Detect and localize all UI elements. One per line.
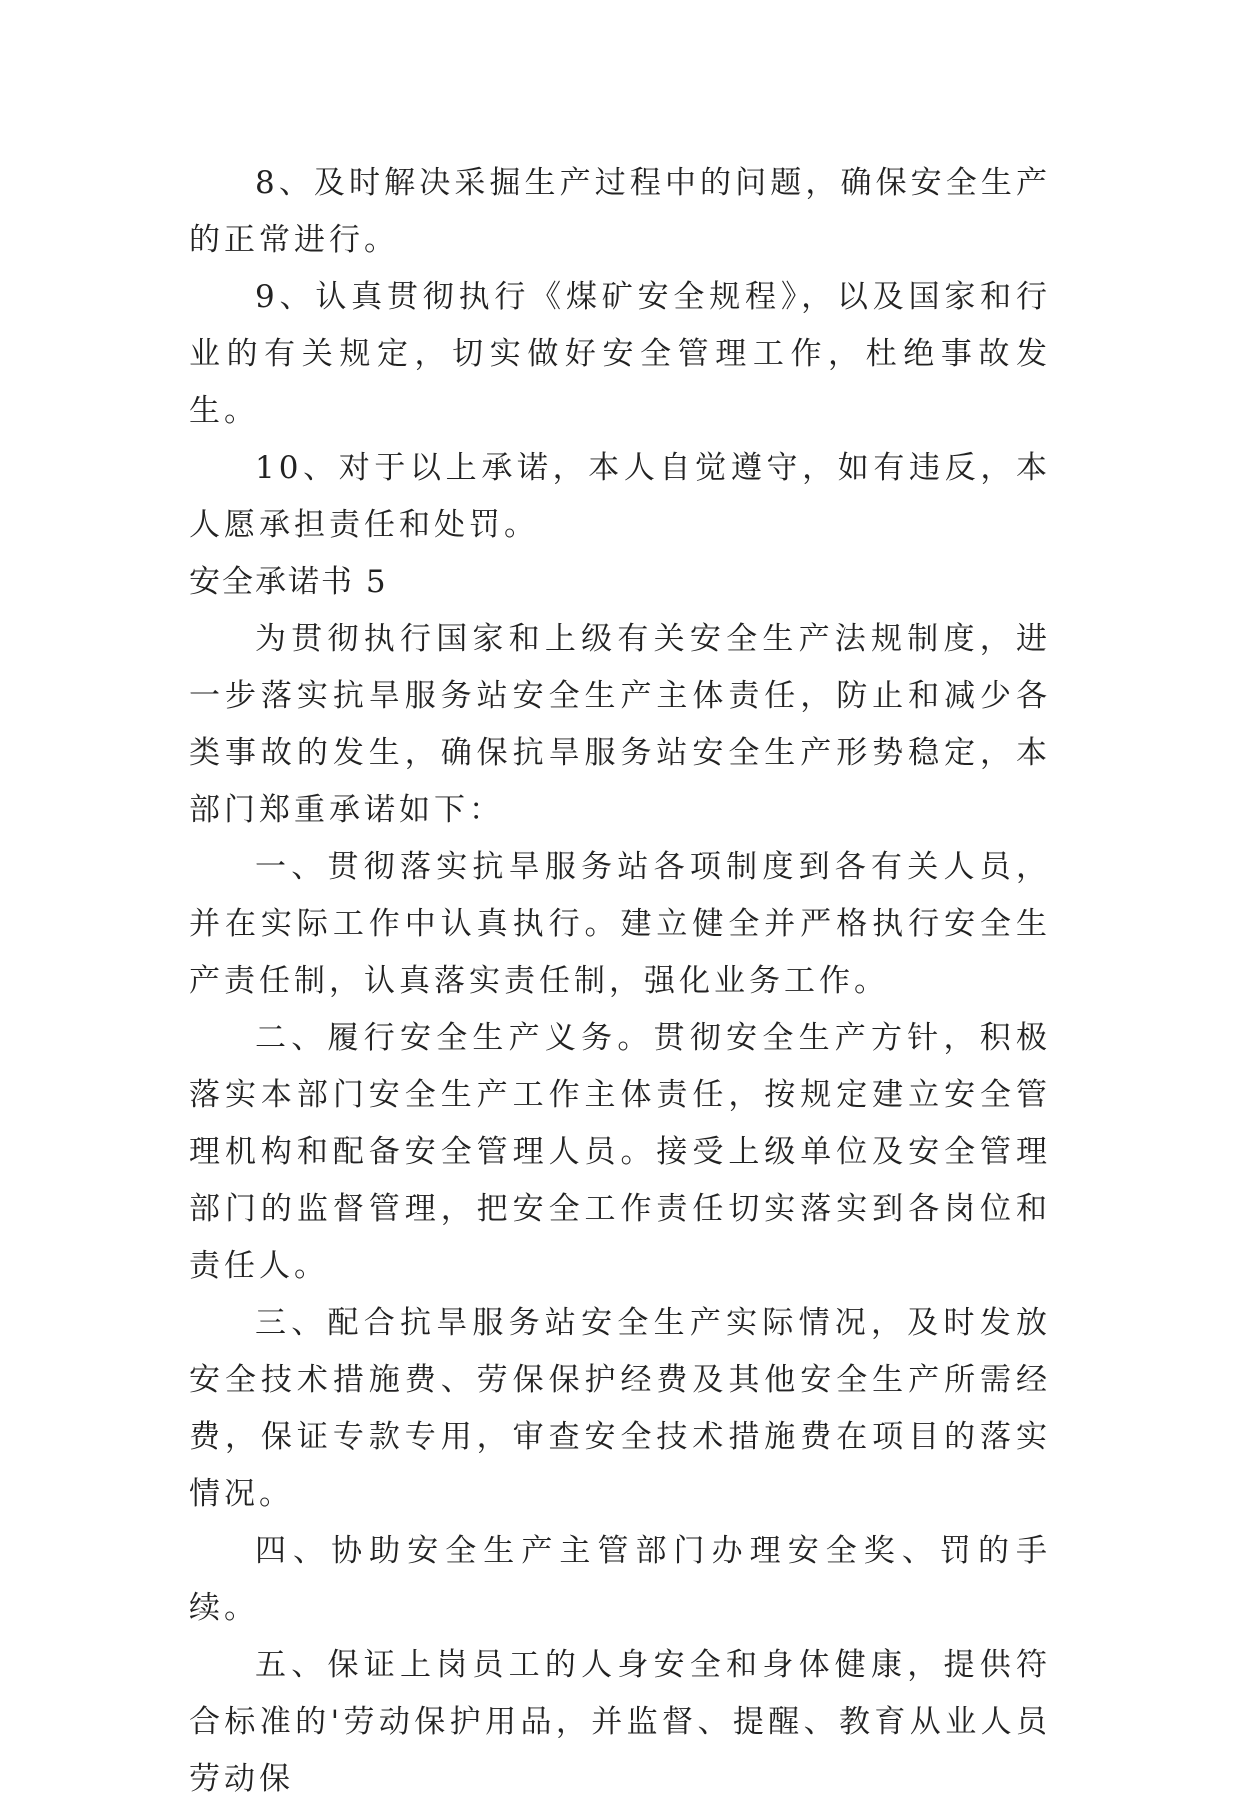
paragraph-item-9: 9、认真贯彻执行《煤矿安全规程》，以及国家和行业的有关规定，切实做好安全管理工作，杜绝事故发生。 bbox=[189, 279, 1051, 429]
paragraph-clause-3: 三、配合抗旱服务站安全生产实际情况，及时发放安全技术措施费、劳保保护经费及其他安全生产所需经费，保证专款专用，审查安全技术措施费在项目的落实情况。 bbox=[189, 1305, 1051, 1512]
paragraph-clause-2: 二、履行安全生产义务。贯彻安全生产方针，积极落实本部门安全生产工作主体责任，按规定建立安全管理机构和配备安全管理人员。接受上级单位及安全管理部门的监督管理，把安全工作责任切实落实到各岗位和责任人。 bbox=[189, 1020, 1051, 1284]
paragraph-intro: 为贯彻执行国家和上级有关安全生产法规制度，进一步落实抗旱服务站安全生产主体责任，防止和减少各类事故的发生，确保抗旱服务站安全生产形势稳定，本部门郑重承诺如下： bbox=[189, 621, 1051, 828]
paragraph-item-8: 8、及时解决采掘生产过程中的问题，确保安全生产的正常进行。 bbox=[189, 165, 1051, 258]
section-heading: 安全承诺书 5 bbox=[189, 564, 388, 600]
paragraph-clause-4: 四、协助安全生产主管部门办理安全奖、罚的手续。 bbox=[189, 1533, 1051, 1626]
document-body bbox=[189, 155, 1051, 1808]
paragraph-item-10: 10、对于以上承诺，本人自觉遵守，如有违反，本人愿承担责任和处罚。 bbox=[189, 450, 1051, 543]
paragraph-clause-1: 一、贯彻落实抗旱服务站各项制度到各有关人员，并在实际工作中认真执行。建立健全并严格执行安全生产责任制，认真落实责任制，强化业务工作。 bbox=[189, 849, 1051, 999]
paragraph-clause-5: 五、保证上岗员工的人身安全和身体健康，提供符合标准的'劳动保护用品，并监督、提醒、教育从业人员劳动保 bbox=[189, 1647, 1051, 1797]
